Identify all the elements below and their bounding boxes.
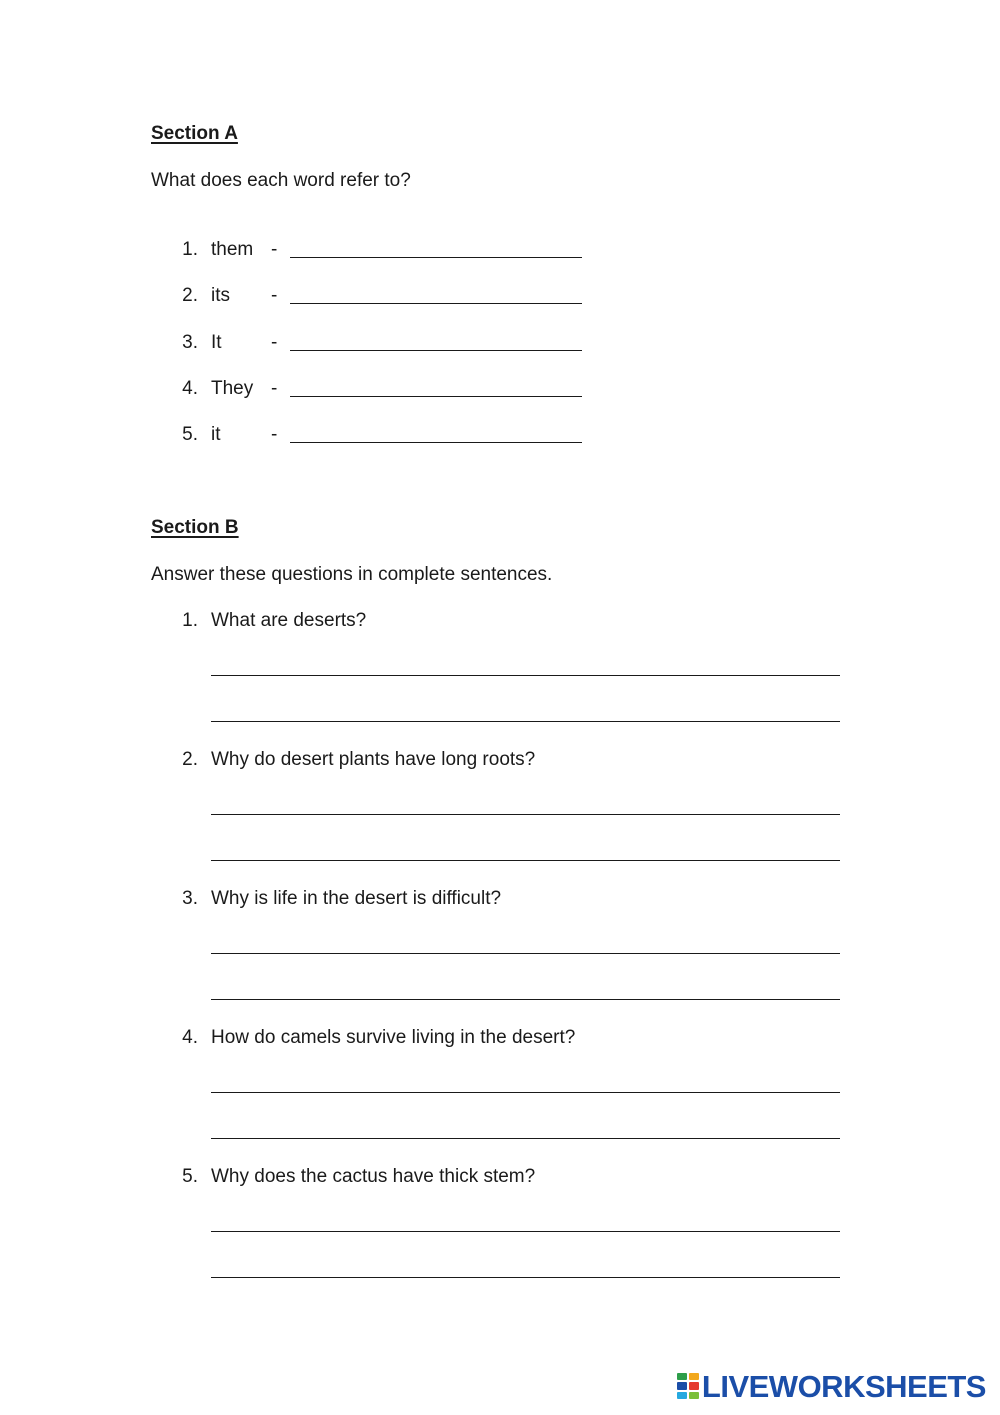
question-number: 5. (182, 1166, 198, 1187)
section-a-title: Section A (151, 123, 238, 144)
item-word: It (211, 332, 222, 353)
question-text: Why does the cactus have thick stem? (211, 1166, 536, 1187)
item-number: 2. (182, 285, 198, 306)
logo-block (689, 1373, 699, 1380)
answer-line-5a[interactable] (211, 1231, 840, 1232)
answer-field-4[interactable] (290, 396, 582, 397)
section-b-instruction: Answer these questions in complete sentences. (151, 564, 553, 585)
logo-block (689, 1392, 699, 1399)
item-word: They (211, 378, 254, 399)
question-number: 1. (182, 610, 198, 631)
item-number: 1. (182, 239, 198, 260)
liveworksheets-logo (677, 1368, 986, 1404)
logo-block (677, 1392, 687, 1399)
section-a-instruction: What does each word refer to? (151, 170, 411, 191)
answer-field-2[interactable] (290, 303, 582, 304)
item-dash: - (271, 239, 278, 260)
question-number: 2. (182, 749, 198, 770)
item-word: its (211, 285, 230, 306)
item-word: it (211, 424, 221, 445)
answer-line-4b[interactable] (211, 1138, 840, 1139)
logo-text: LIVEWORKSHEETS (701, 1368, 986, 1404)
answer-line-2a[interactable] (211, 814, 840, 815)
answer-field-1[interactable] (290, 257, 582, 258)
answer-line-4a[interactable] (211, 1092, 840, 1093)
answer-line-3b[interactable] (211, 999, 840, 1000)
item-dash: - (271, 332, 278, 353)
question-text: Why do desert plants have long roots? (211, 749, 536, 770)
logo-block (689, 1382, 699, 1389)
item-dash: - (271, 285, 278, 306)
answer-line-1a[interactable] (211, 675, 840, 676)
answer-field-3[interactable] (290, 350, 582, 351)
answer-line-1b[interactable] (211, 721, 840, 722)
answer-field-5[interactable] (290, 442, 582, 443)
question-text: What are deserts? (211, 610, 367, 631)
logo-block (677, 1373, 687, 1380)
answer-line-5b[interactable] (211, 1277, 840, 1278)
question-number: 3. (182, 888, 198, 909)
question-text: Why is life in the desert is difficult? (211, 888, 502, 909)
item-number: 5. (182, 424, 198, 445)
section-b-title: Section B (151, 517, 239, 538)
question-number: 4. (182, 1027, 198, 1048)
answer-line-2b[interactable] (211, 860, 840, 861)
item-word: them (211, 239, 254, 260)
item-dash: - (271, 424, 278, 445)
answer-line-3a[interactable] (211, 953, 840, 954)
logo-block (677, 1382, 687, 1389)
item-dash: - (271, 378, 278, 399)
item-number: 3. (182, 332, 198, 353)
item-number: 4. (182, 378, 198, 399)
question-text: How do camels survive living in the desert? (211, 1027, 576, 1048)
logo-blocks-icon (677, 1373, 699, 1399)
